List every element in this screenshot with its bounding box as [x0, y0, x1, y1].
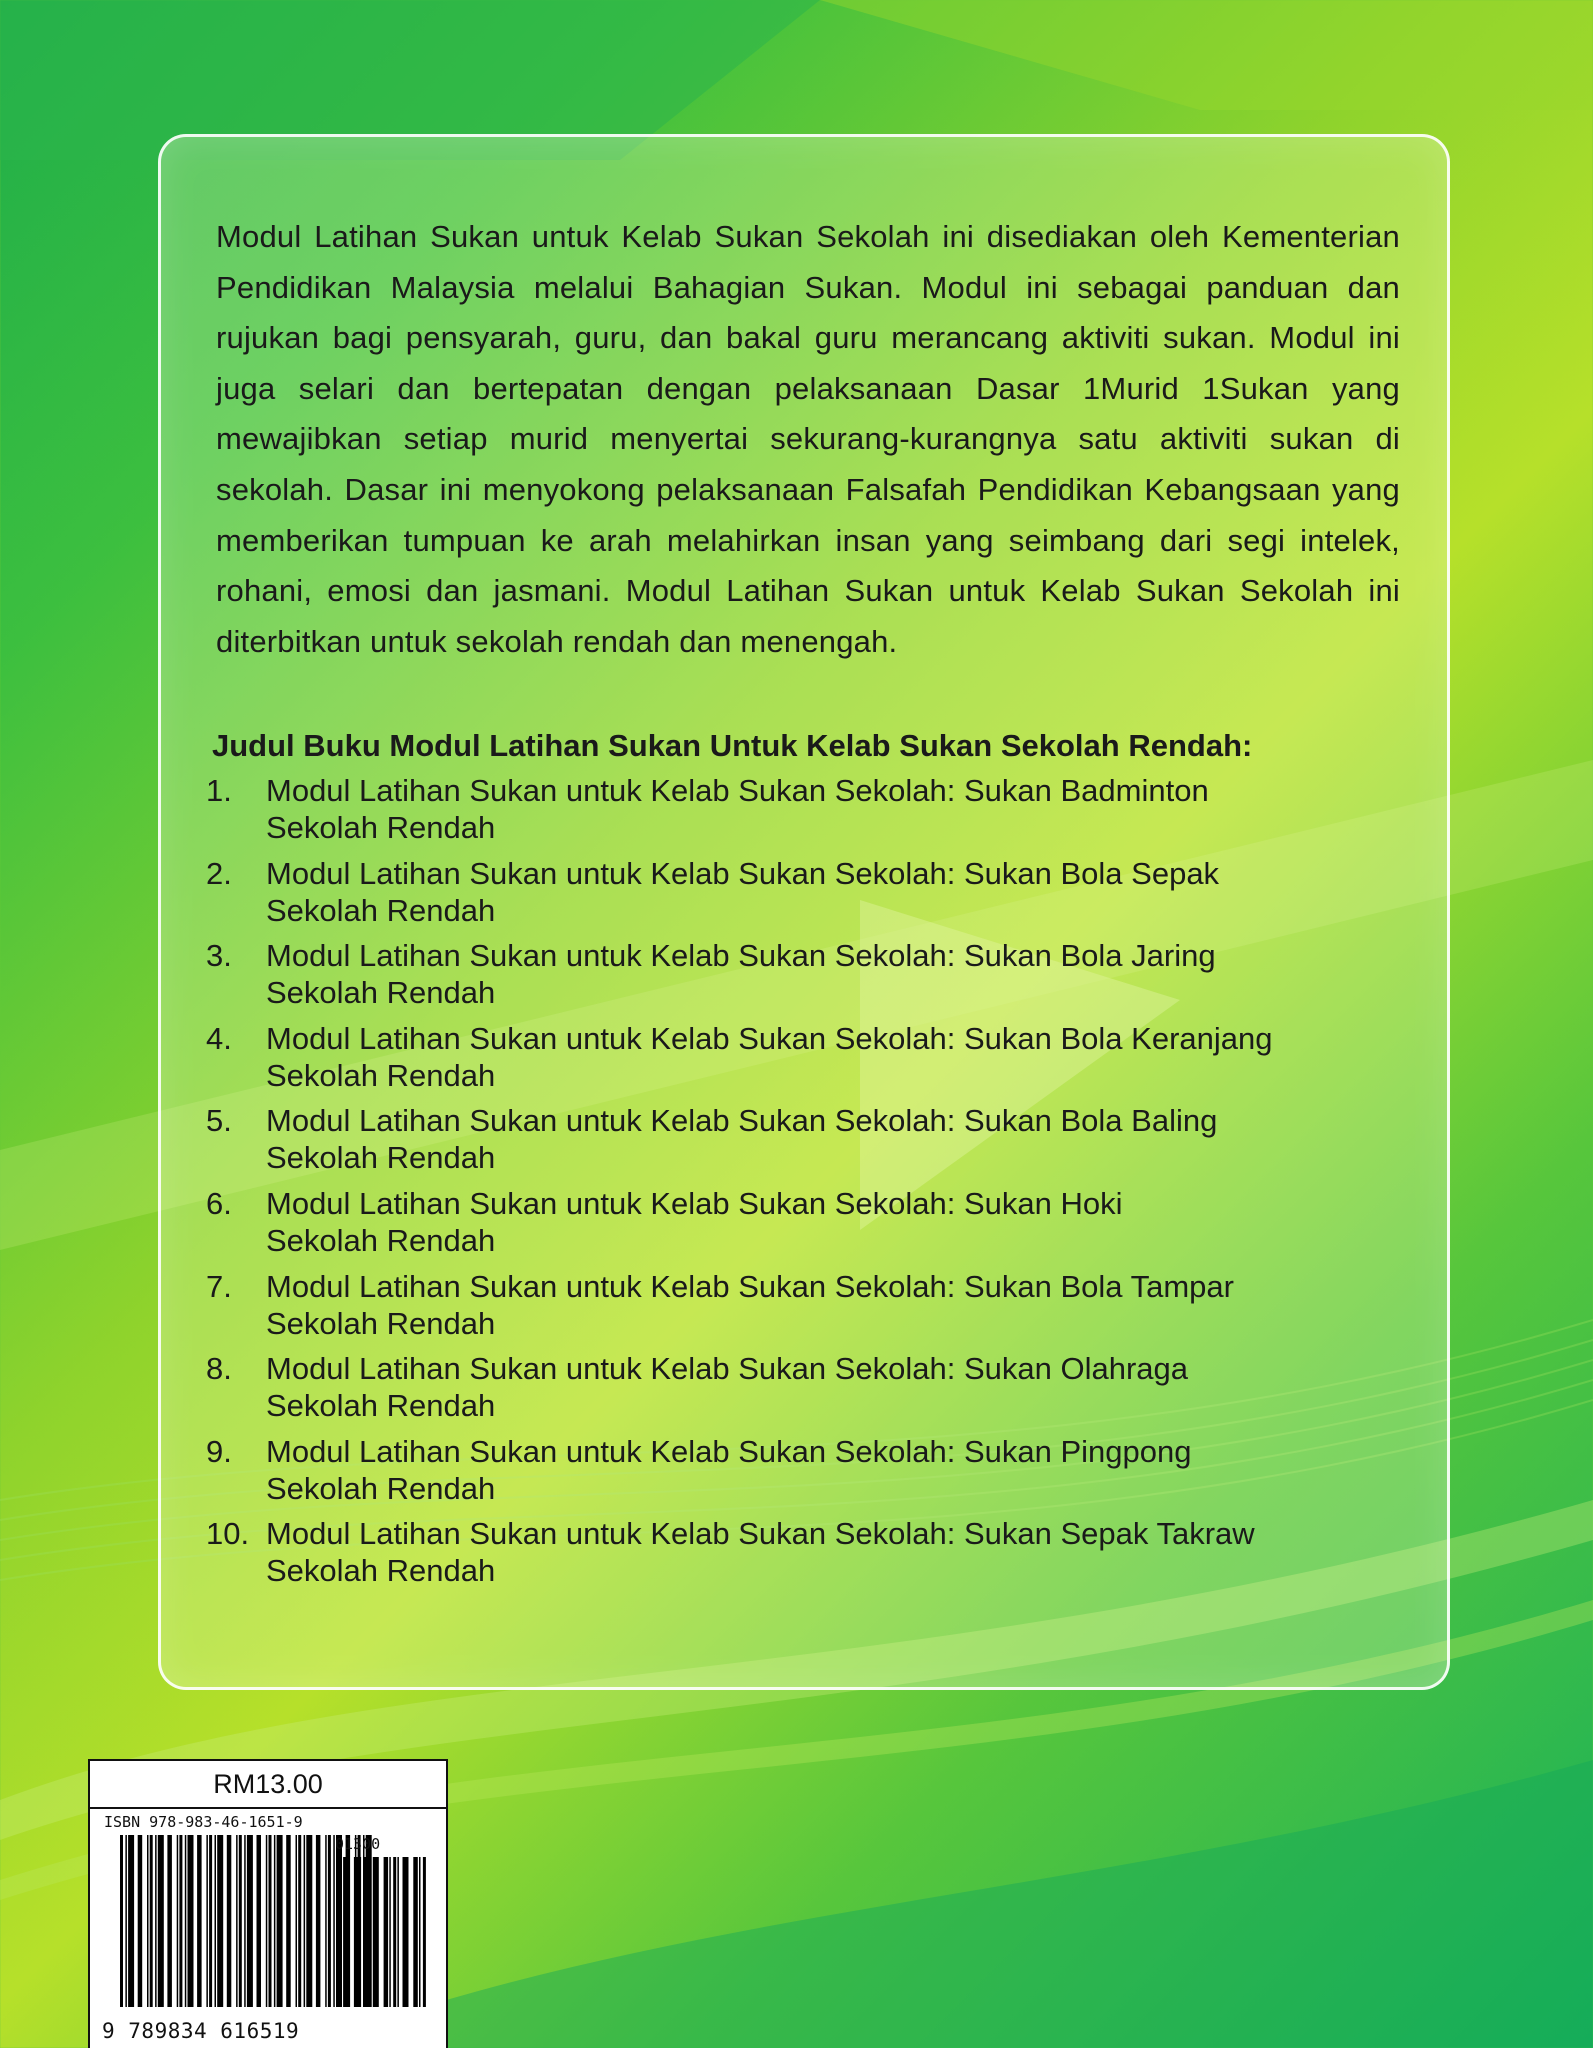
- barcode-bar: [338, 1857, 340, 2007]
- barcode-bar: [274, 1835, 276, 2007]
- barcode-bar: [239, 1835, 242, 2007]
- barcode-addon: [338, 1857, 428, 2007]
- barcode-bar: [188, 1835, 194, 2007]
- barcode-bar: [364, 1857, 367, 2007]
- barcode-bar: [167, 1835, 172, 2007]
- barcode-bar: [125, 1835, 127, 2007]
- list-item-title: Modul Latihan Sukan untuk Kelab Sukan Sekolah: Sukan Bola Tampar: [266, 1268, 1234, 1304]
- barcode-bar: [185, 1835, 187, 2007]
- barcode-bar: [138, 1835, 143, 2007]
- barcode-bar: [158, 1835, 164, 2007]
- barcode-bar: [147, 1835, 149, 2007]
- barcode-bar: [120, 1835, 123, 2007]
- barcode-bar: [333, 1835, 335, 2007]
- barcode-bar: [306, 1835, 312, 2007]
- book-list: [206, 772, 1406, 1598]
- barcode-bar: [343, 1857, 349, 2007]
- list-item: [206, 855, 1406, 938]
- barcode-bar: [128, 1835, 134, 2007]
- list-item-number: 9.: [206, 1433, 232, 1469]
- list-item-number: 5.: [206, 1103, 232, 1139]
- barcode-addon-code: 01300: [335, 1835, 381, 1853]
- barcode-bar: [304, 1835, 306, 2007]
- list-item-subtitle: Sekolah Rendah: [266, 975, 496, 1011]
- barcode-bar: [423, 1857, 426, 2007]
- list-item-title: Modul Latihan Sukan untuk Kelab Sukan Sekolah: Sukan Hoki: [266, 1185, 1123, 1221]
- list-item-title: Modul Latihan Sukan untuk Kelab Sukan Sekolah: Sukan Bola Baling: [266, 1103, 1218, 1139]
- barcode-bar: [389, 1857, 391, 2007]
- barcode: [120, 1835, 375, 2007]
- list-item: [206, 1102, 1406, 1185]
- list-item-title: Modul Latihan Sukan untuk Kelab Sukan Sekolah: Sukan Bola Sepak: [266, 855, 1220, 891]
- list-item: [206, 1020, 1406, 1103]
- barcode-bar: [316, 1835, 321, 2007]
- list-item: [206, 772, 1406, 855]
- barcode-bar: [257, 1835, 262, 2007]
- barcode-bar: [155, 1835, 157, 2007]
- list-item-subtitle: Sekolah Rendah: [266, 892, 496, 928]
- list-item-number: 8.: [206, 1351, 232, 1387]
- intro-paragraph: Modul Latihan Sukan untuk Kelab Sukan Sekolah ini disediakan oleh Kementerian Pendidikan Malaysia melalui Bahagian Sukan. Modul ini sebagai panduan dan rujukan bagi pensyarah, guru, dan bakal guru merancang aktiviti sukan. Modul ini juga selari dan bertepatan dengan pelaksanaan Dasar 1Murid 1Sukan yang mewajibkan setiap murid menyertai sekurang-kurangnya satu aktiviti sukan di sekolah. Dasar ini menyokong pelaksanaan Falsafah Pendidikan Kebangsaan yang memberikan tumpuan ke arah melahirkan insan yang seimbang dari segi intelek, rohani, emosi dan jasmani. Modul Latihan Sukan untuk Kelab Sukan Sekolah ini diterbitkan untuk sekolah rendah dan menengah.: [216, 219, 1400, 659]
- book-list-heading: Judul Buku Modul Latihan Sukan Untuk Kelab Sukan Sekolah Rendah:: [212, 728, 1253, 763]
- list-item: [206, 1185, 1406, 1268]
- list-item-title: Modul Latihan Sukan untuk Kelab Sukan Sekolah: Sukan Bola Jaring: [266, 938, 1216, 974]
- barcode-bar: [179, 1835, 182, 2007]
- barcode-bar: [277, 1835, 283, 2007]
- barcode-bar: [209, 1835, 212, 2007]
- list-item-subtitle: Sekolah Rendah: [266, 810, 496, 845]
- list-item: [206, 1433, 1406, 1516]
- list-item-subtitle: Sekolah Rendah: [266, 1553, 496, 1589]
- barcode-bar: [354, 1857, 359, 2007]
- barcode-bar: [325, 1835, 327, 2007]
- barcode-bar: [413, 1857, 418, 2007]
- barcode-bar: [403, 1857, 409, 2007]
- list-item-subtitle: Sekolah Rendah: [266, 1222, 496, 1258]
- list-item-number: 4.: [206, 1020, 232, 1056]
- list-item-number: 1.: [206, 773, 232, 808]
- barcode-bar: [269, 1835, 272, 2007]
- list-item: [206, 1515, 1406, 1598]
- list-item-number: 6.: [206, 1185, 232, 1221]
- list-item: [206, 1350, 1406, 1433]
- list-item-subtitle: Sekolah Rendah: [266, 1057, 496, 1093]
- list-item-number: 7.: [206, 1268, 232, 1304]
- barcode-bar: [286, 1835, 291, 2007]
- list-item-subtitle: Sekolah Rendah: [266, 1305, 496, 1341]
- list-item: [206, 1268, 1406, 1351]
- barcode-bar: [393, 1857, 396, 2007]
- list-item-title: Modul Latihan Sukan untuk Kelab Sukan Sekolah: Sukan Sepak Takraw: [266, 1516, 1255, 1552]
- list-item-number: 10.: [206, 1516, 250, 1552]
- barcode-bar: [236, 1835, 238, 2007]
- barcode-bar: [247, 1835, 253, 2007]
- barcode-bar: [360, 1857, 362, 2007]
- barcode-bar: [298, 1835, 301, 2007]
- barcode-bar: [384, 1857, 389, 2007]
- list-item-title: Modul Latihan Sukan untuk Kelab Sukan Sekolah: Sukan Olahraga: [266, 1351, 1189, 1387]
- isbn-label: ISBN 978-983-46-1651-9: [104, 1813, 303, 1831]
- list-item-number: 3.: [206, 938, 232, 974]
- barcode-bar: [328, 1835, 331, 2007]
- barcode-bar: [296, 1835, 298, 2007]
- price-barcode-box: [88, 1759, 448, 2048]
- list-item-subtitle: Sekolah Rendah: [266, 1140, 496, 1176]
- price-label: RM13.00: [90, 1761, 446, 1809]
- barcode-digits: 9 789834 616519: [102, 2019, 300, 2043]
- barcode-bar: [215, 1835, 217, 2007]
- list-item-title: Modul Latihan Sukan untuk Kelab Sukan Sekolah: Sukan Pingpong: [266, 1433, 1192, 1469]
- list-item-subtitle: Sekolah Rendah: [266, 1470, 496, 1506]
- list-item-subtitle: Sekolah Rendah: [266, 1388, 496, 1424]
- list-item: [206, 937, 1406, 1020]
- barcode-bar: [397, 1857, 399, 2007]
- barcode-bar: [227, 1835, 232, 2007]
- barcode-bar: [217, 1835, 223, 2007]
- barcode-bar: [244, 1835, 246, 2007]
- barcode-bar: [177, 1835, 179, 2007]
- barcode-bar: [206, 1835, 208, 2007]
- barcode-bar: [419, 1857, 421, 2007]
- barcode-bar: [150, 1835, 153, 2007]
- barcode-bar: [373, 1857, 379, 2007]
- barcode-bar: [197, 1835, 202, 2007]
- barcode-bar: [266, 1835, 268, 2007]
- list-item-number: 2.: [206, 855, 232, 891]
- list-item-title: Modul Latihan Sukan untuk Kelab Sukan Sekolah: Sukan Badminton: [266, 773, 1209, 808]
- list-item-title: Modul Latihan Sukan untuk Kelab Sukan Sekolah: Sukan Bola Keranjang: [266, 1020, 1273, 1056]
- barcode-bar: [368, 1857, 370, 2007]
